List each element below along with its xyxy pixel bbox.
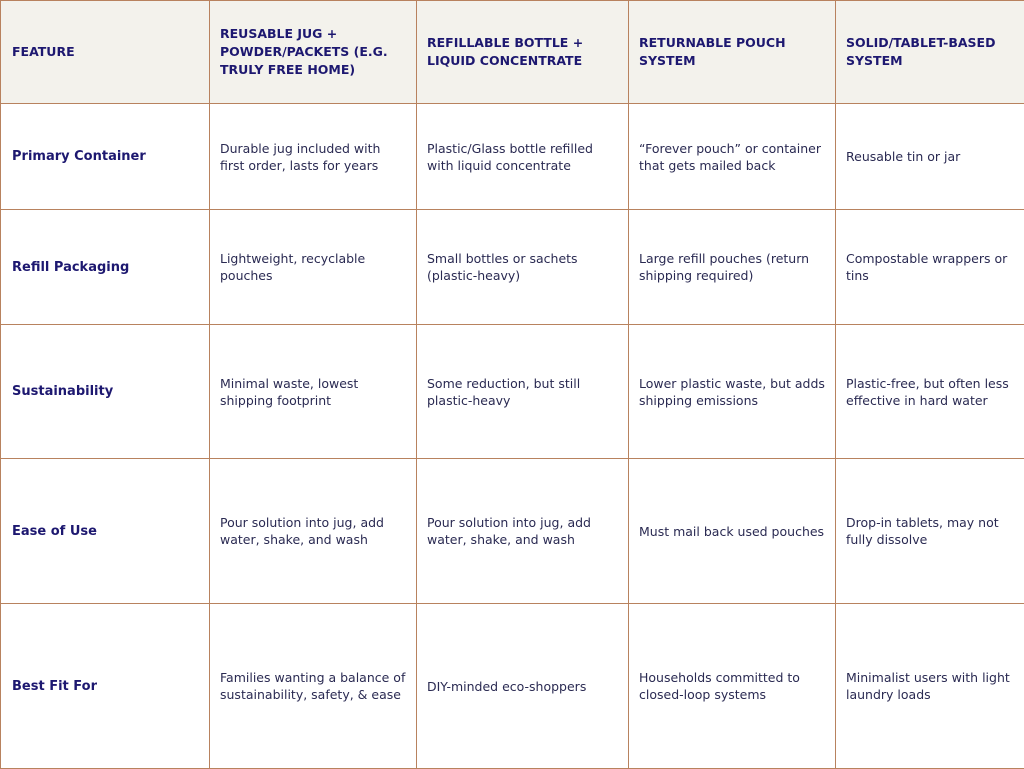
header-reusable-jug: REUSABLE JUG + POWDER/PACKETS (E.G. TRULY FREE HOME) [210, 1, 417, 104]
table-cell: Pour solution into jug, add water, shake, and wash [417, 459, 629, 604]
table-row [1, 104, 1024, 210]
table-cell: DIY-minded eco-shoppers [417, 604, 629, 769]
table-cell: Compostable wrappers or tins [836, 210, 1024, 325]
table-cell: Minimal waste, lowest shipping footprint [210, 325, 417, 459]
header-row [1, 1, 1024, 104]
row-feature-label: Sustainability [1, 325, 210, 459]
table-cell: Large refill pouches (return shipping required) [629, 210, 836, 325]
table-cell: Pour solution into jug, add water, shake, and wash [210, 459, 417, 604]
table-cell: Reusable tin or jar [836, 104, 1024, 210]
table-header [1, 1, 1024, 104]
header-feature: FEATURE [1, 1, 210, 104]
row-feature-label: Best Fit For [1, 604, 210, 769]
header-solid-tablet: SOLID/TABLET-BASED SYSTEM [836, 1, 1024, 104]
table-cell: Must mail back used pouches [629, 459, 836, 604]
table-cell: Durable jug included with first order, lasts for years [210, 104, 417, 210]
table-cell: Some reduction, but still plastic-heavy [417, 325, 629, 459]
header-returnable-pouch: RETURNABLE POUCH SYSTEM [629, 1, 836, 104]
table-row [1, 459, 1024, 604]
table-cell: “Forever pouch” or container that gets mailed back [629, 104, 836, 210]
table-row [1, 210, 1024, 325]
row-feature-label: Primary Container [1, 104, 210, 210]
table-row [1, 604, 1024, 769]
table-cell: Plastic-free, but often less effective in hard water [836, 325, 1024, 459]
row-feature-label: Ease of Use [1, 459, 210, 604]
table-cell: Drop-in tablets, may not fully dissolve [836, 459, 1024, 604]
table-row [1, 325, 1024, 459]
table-cell: Plastic/Glass bottle refilled with liquid concentrate [417, 104, 629, 210]
row-feature-label: Refill Packaging [1, 210, 210, 325]
table-body [1, 104, 1024, 769]
table-cell: Minimalist users with light laundry loads [836, 604, 1024, 769]
header-refillable-bottle: REFILLABLE BOTTLE + LIQUID CONCENTRATE [417, 1, 629, 104]
table-cell: Small bottles or sachets (plastic-heavy) [417, 210, 629, 325]
table-cell: Families wanting a balance of sustainability, safety, & ease [210, 604, 417, 769]
table-cell: Lower plastic waste, but adds shipping emissions [629, 325, 836, 459]
table-cell: Lightweight, recyclable pouches [210, 210, 417, 325]
table-cell: Households committed to closed-loop systems [629, 604, 836, 769]
